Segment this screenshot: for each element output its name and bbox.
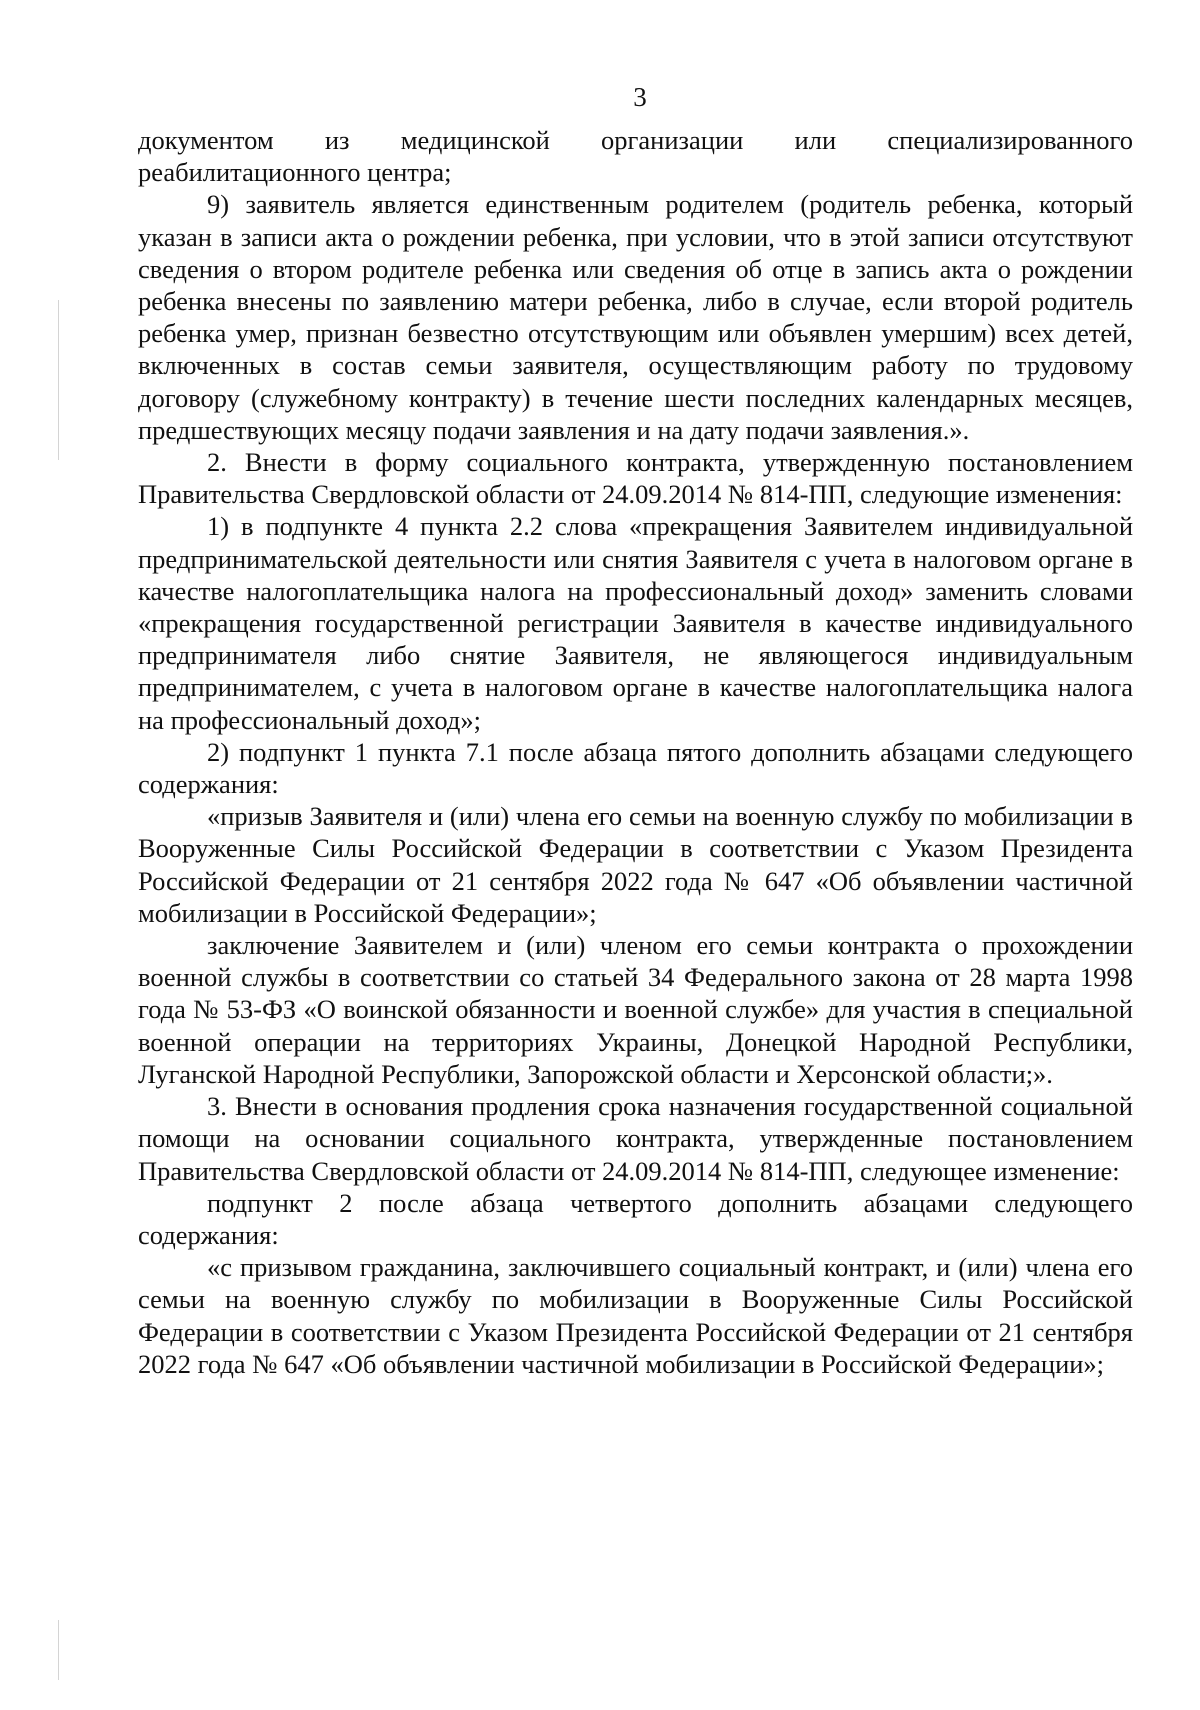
paragraph-subitem-2: 2) подпункт 1 пункта 7.1 после абзаца пятого дополнить абзацами следующего содержания: <box>138 736 1133 800</box>
paragraph-subitem-1: 1) в подпункте 4 пункта 2.2 слова «прекращения Заявителем индивидуальной предпринимательской деятельности или снятия Заявителя с учета в налоговом органе в качестве налогоплательщика налога на профессиональный доход» заменить словами «прекращения государственной регистрации Заявителя в качестве индивидуального предпринимателя либо снятие Заявителя, не являющегося индивидуальным предпринимателем, с учета в налоговом органе в качестве налогоплательщика налога на профессиональный доход»; <box>138 511 1133 735</box>
document-body <box>138 124 1133 1380</box>
paragraph-item-9: 9) заявитель является единственным родителем (родитель ребенка, который указан в записи акта о рождении ребенка, при условии, что в этой записи отсутствуют сведения о втором родителе ребенка или сведения об отце в запись акта о рождении ребенка внесены по заявлению матери ребенка, либо в случае, если второй родитель ребенка умер, признан безвестно отсутствующим или объявлен умершим) всех детей, включенных в состав семьи заявителя, осуществляющим работу по трудовому договору (служебному контракту) в течение шести последних календарных месяцев, предшествующих месяцу подачи заявления и на дату подачи заявления.». <box>138 189 1133 445</box>
paragraph-section-3: 3. Внести в основания продления срока назначения государственной социальной помощи на основании социального контракта, утвержденные постановлением Правительства Свердловской области от 24.09.2014 № 814-ПП, следующее изменение: <box>138 1091 1133 1186</box>
paragraph-section-2: 2. Внести в форму социального контракта, утвержденную постановлением Правительства Свердловской области от 24.09.2014 № 814-ПП, следующие изменения: <box>138 447 1133 510</box>
scan-edge-mark <box>58 1620 59 1680</box>
paragraph-quote-citizen: «с призывом гражданина, заключившего социальный контракт, и (или) члена его семьи на военную службу по мобилизации в Вооруженные Силы Российской Федерации в соответствии с Указом Президента Российской Федерации от 21 сентября 2022 года № 647 «Об объявлении частичной мобилизации в Российской Федерации»; <box>138 1252 1133 1379</box>
paragraph-continuation: документом из медицинской организации или специализированного реабилитационного центра; <box>138 125 1133 188</box>
paragraph-subitem-amendment: подпункт 2 после абзаца четвертого дополнить абзацами следующего содержания: <box>138 1187 1133 1250</box>
scan-edge-mark <box>58 300 59 460</box>
paragraph-quote-contract: заключение Заявителем и (или) членом его семьи контракта о прохождении военной службы в соответствии со статьей 34 Федерального закона от 28 марта 1998 года № 53-ФЗ «О воинской обязанности и военной службе» для участия в специальной военной операции на территориях Украины, Донецкой Народной Республики, Луганской Народной Республики, Запорожской области и Херсонской области;». <box>138 930 1133 1089</box>
paragraph-quote-mobilization: «призыв Заявителя и (или) члена его семьи на военную службу по мобилизации в Вооруженные Силы Российской Федерации в соответствии с Указом Президента Российской Федерации от 21 сентября 2022 года № 647 «Об объявлении частичной мобилизации в Российской Федерации»; <box>138 801 1133 928</box>
page-number: 3 <box>633 82 647 112</box>
